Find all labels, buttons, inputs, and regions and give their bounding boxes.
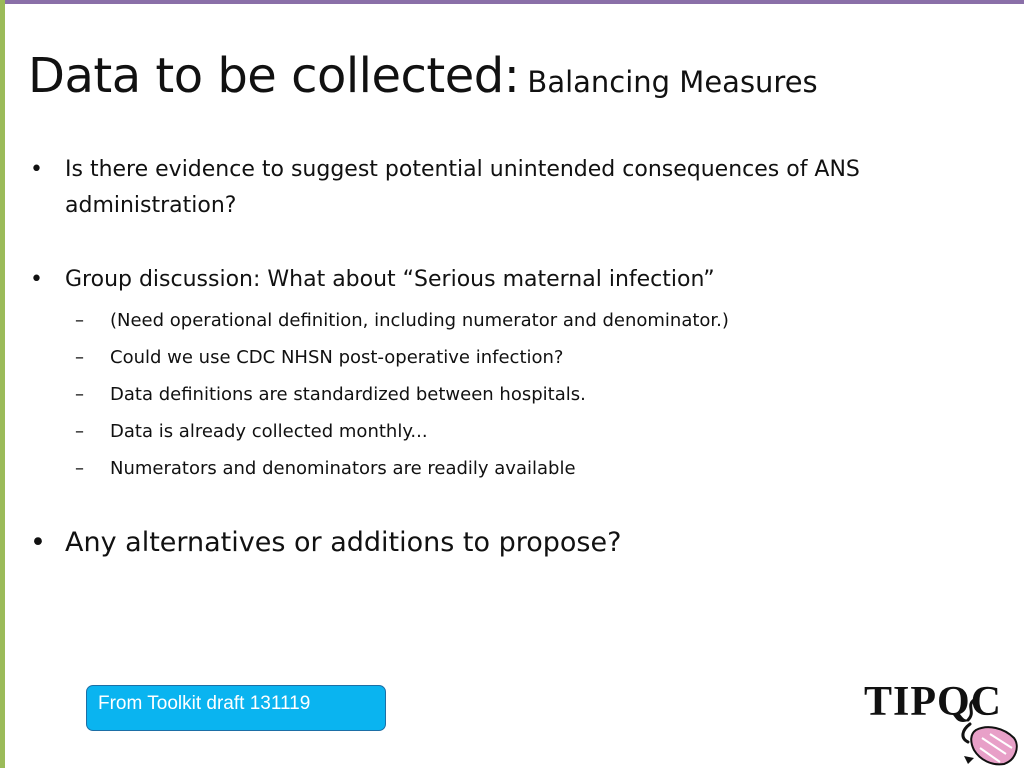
sub-bullet-item (30, 339, 1000, 376)
sub-bullet-text: Numerators and denominators are readily available (110, 458, 576, 479)
bullet-marker: • (30, 527, 46, 558)
bullet-list (30, 152, 1000, 563)
top-border (0, 0, 1024, 4)
sub-bullet-item (30, 450, 1000, 487)
left-border (0, 0, 5, 768)
bullet-text: Group discussion: What about “Serious maternal infection” (65, 267, 715, 292)
sub-bullet-item (30, 413, 1000, 450)
bullet-text: Any alternatives or additions to propose? (65, 527, 622, 558)
logo-text: TIPQC (864, 679, 1003, 725)
source-note-box (86, 685, 386, 731)
sub-bullet-list (30, 302, 1000, 487)
sub-bullet-item (30, 376, 1000, 413)
sub-bullet-text: Could we use CDC NHSN post-operative infection? (110, 347, 564, 368)
tipqc-logo (856, 676, 1024, 768)
sub-bullet-marker: – (75, 421, 84, 442)
source-note-text: From Toolkit draft 131119 (98, 693, 311, 714)
sub-bullet-text: Data definitions are standardized between hospitals. (110, 384, 586, 405)
sub-bullet-item (30, 302, 1000, 339)
bullet-marker: • (30, 157, 43, 182)
title-subtitle: Balancing Measures (527, 65, 818, 99)
bullet-marker: • (30, 267, 43, 292)
sub-bullet-marker: – (75, 347, 84, 368)
stork-bundle-icon (856, 676, 1024, 768)
slide-title (28, 48, 818, 104)
bullet-item (30, 262, 1000, 298)
sub-bullet-marker: – (75, 310, 84, 331)
sub-bullet-text: Data is already collected monthly... (110, 421, 428, 442)
bullet-item (30, 523, 1000, 563)
title-main: Data to be collected: (28, 48, 520, 104)
sub-bullet-marker: – (75, 458, 84, 479)
bullet-text: Is there evidence to suggest potential unintended consequences of ANS administration? (65, 157, 860, 218)
sub-bullet-marker: – (75, 384, 84, 405)
bullet-item (30, 152, 1000, 224)
sub-bullet-text: (Need operational definition, including numerator and denominator.) (110, 310, 729, 331)
